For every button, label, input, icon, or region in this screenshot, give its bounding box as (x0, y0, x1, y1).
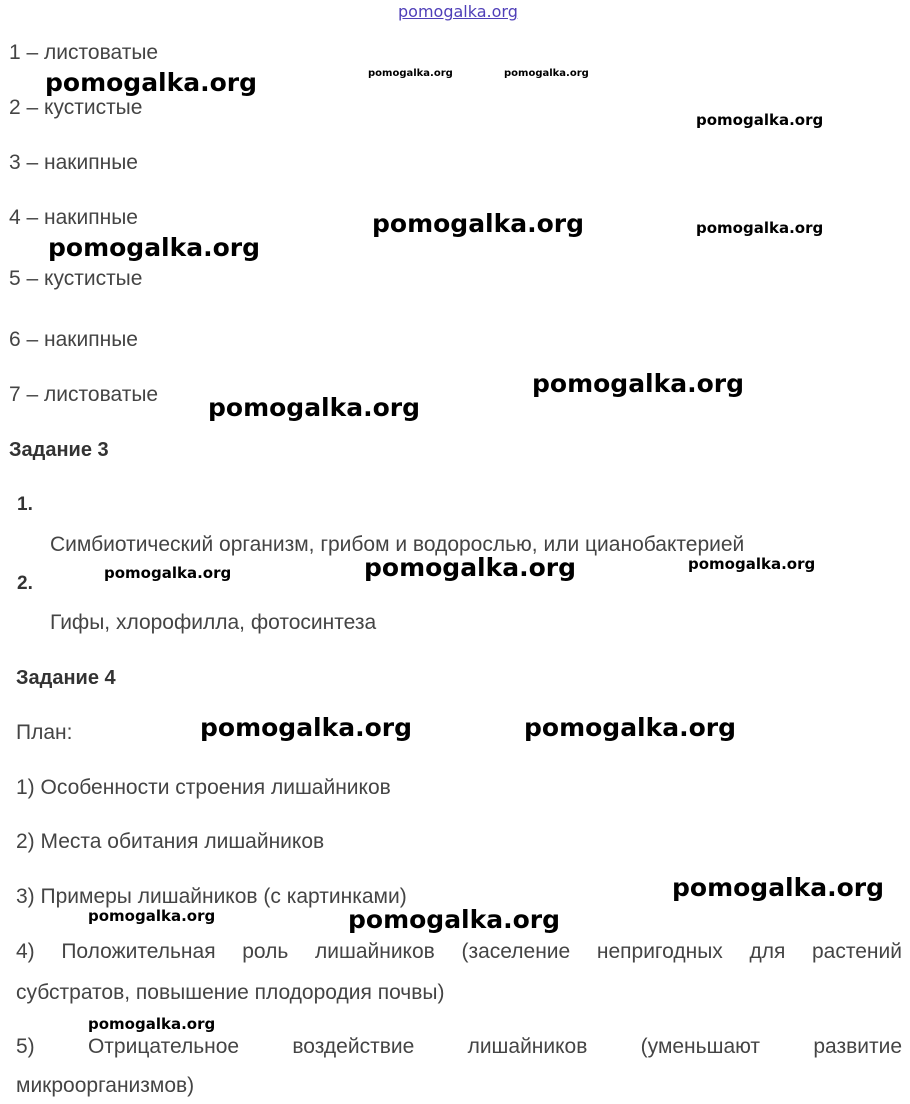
watermark: pomogalka.org (368, 68, 453, 79)
plan-item: 1) Особенности строения лишайников (16, 776, 391, 799)
watermark: pomogalka.org (688, 555, 816, 573)
task3-item-number: 1. (17, 494, 33, 515)
plan-item: 5) Отрицательное воздействие лишайников (уменьшают развитие (16, 1035, 902, 1058)
plan-item: 2) Места обитания лишайников (16, 830, 325, 853)
plan-item: 4) Положительная роль лишайников (заселение непригодных для растений (16, 940, 902, 963)
watermark: pomogalka.org (88, 907, 216, 925)
watermark: pomogalka.org (532, 369, 745, 398)
list-item: 7 – листоватые (9, 383, 159, 406)
task3-item-text: Гифы, хлорофилла, фотосинтеза (50, 611, 377, 634)
list-item: 2 – кустистые (9, 96, 143, 119)
plan-item-continuation: субстратов, повышение плодородия почвы) (16, 981, 445, 1004)
watermark: pomogalka.org (372, 209, 585, 238)
watermark: pomogalka.org (504, 68, 589, 79)
task4-heading: Задание 4 (16, 667, 116, 689)
watermark: pomogalka.org (364, 553, 577, 582)
watermark: pomogalka.org (48, 233, 261, 262)
watermark: pomogalka.org (104, 564, 232, 582)
watermark: pomogalka.org (200, 713, 413, 742)
list-item: 4 – накипные (9, 206, 138, 229)
watermark: pomogalka.org (208, 393, 421, 422)
watermark: pomogalka.org (524, 713, 737, 742)
list-item: 5 – кустистые (9, 267, 143, 290)
task3-heading: Задание 3 (9, 439, 109, 461)
task3-item-number: 2. (17, 573, 33, 594)
watermark: pomogalka.org (696, 219, 824, 237)
plan-item: 3) Примеры лишайников (с картинками) (16, 885, 407, 908)
watermark: pomogalka.org (696, 111, 824, 129)
list-item: 6 – накипные (9, 328, 138, 351)
plan-label: План: (16, 721, 73, 744)
top-site-link[interactable]: pomogalka.org (398, 2, 518, 21)
list-item: 1 – листоватые (9, 41, 159, 64)
watermark: pomogalka.org (45, 68, 258, 97)
watermark: pomogalka.org (88, 1015, 216, 1033)
plan-item-continuation: микроорганизмов) (16, 1074, 195, 1097)
watermark: pomogalka.org (672, 873, 885, 902)
task3-item-text: Симбиотический организм, грибом и водорослью, или цианобактерией (50, 533, 745, 556)
list-item: 3 – накипные (9, 151, 138, 174)
watermark: pomogalka.org (348, 905, 561, 934)
